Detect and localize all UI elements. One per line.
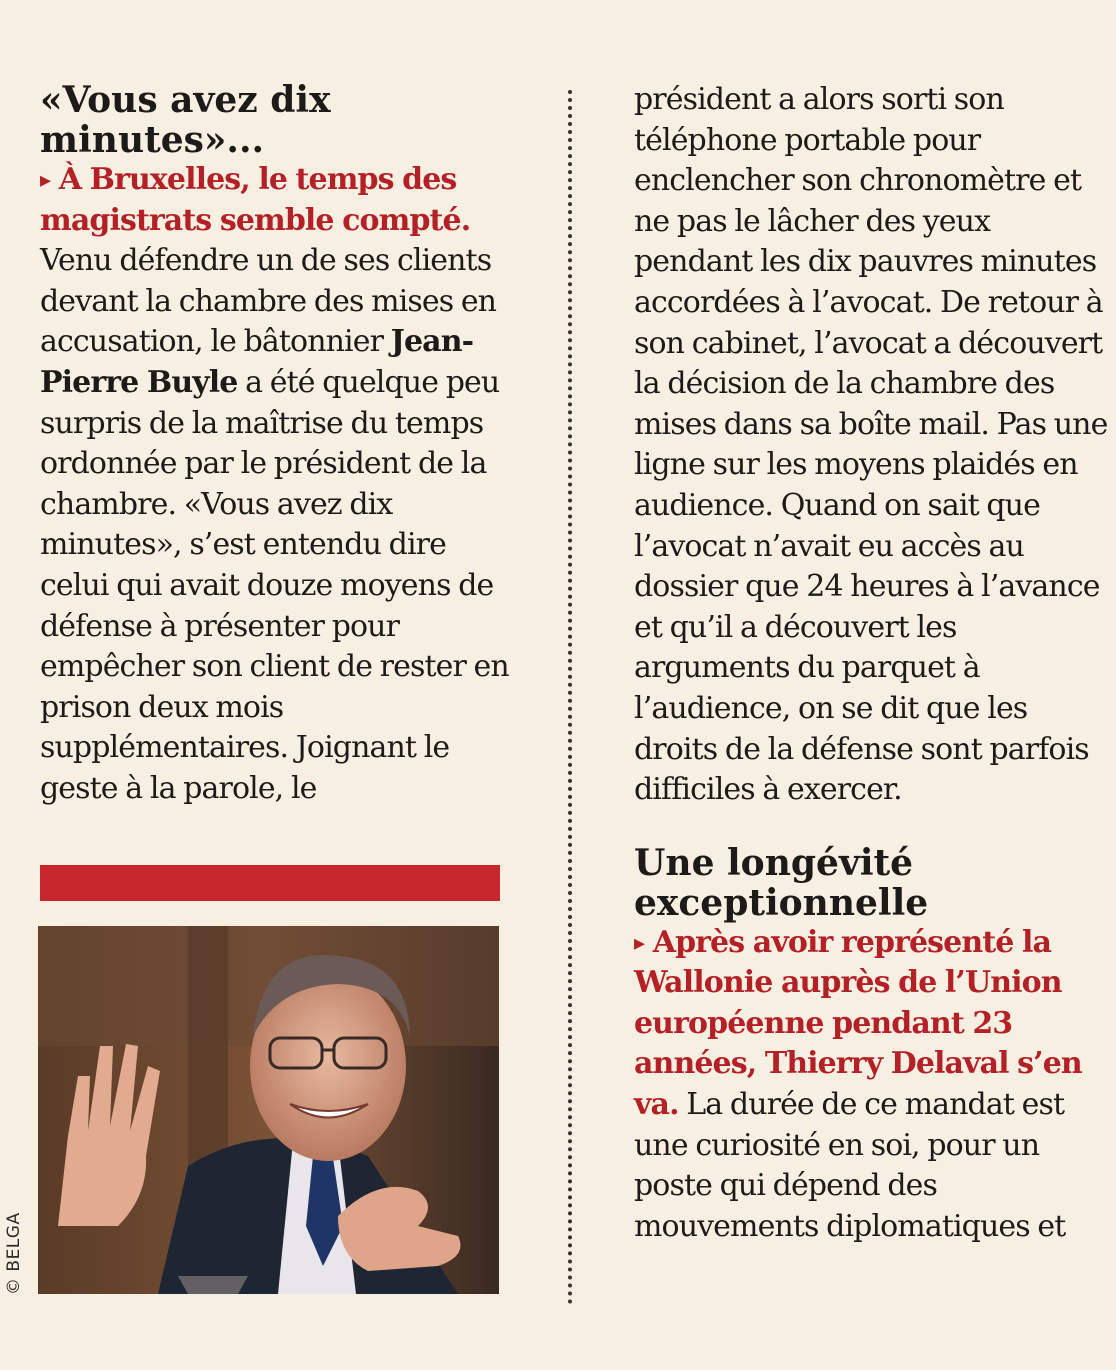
article1-lead-label: À Bruxelles, le temps des magistrats semble compté. [40, 162, 471, 238]
photo-credit: © BELGA [4, 1212, 24, 1295]
article-column-right [634, 80, 1110, 1247]
article2-body: La durée de ce mandat est une curiosité en soi, pour un poste qui dépend des mouvements diplomatiques et [634, 1087, 1066, 1244]
photo-bar [40, 865, 500, 901]
portrait-photo [38, 926, 499, 1294]
arrow-icon: ▸ [634, 929, 645, 956]
section-gap [634, 811, 1110, 843]
person-name: Jean-Pierre Buyle [40, 324, 474, 400]
arrow-icon: ▸ [40, 167, 51, 193]
article1-body-start: Venu défendre un de ses clients devant la chambre des mises en accusation, le bâtonnier [40, 243, 497, 360]
article1-headline: «Vous avez dix minutes»... [40, 79, 331, 161]
article1-body-left [40, 241, 510, 809]
article2-lead [634, 923, 1110, 1248]
article1-lead-text [40, 162, 470, 238]
article1-lead [40, 160, 510, 241]
column-divider [568, 90, 572, 1305]
article2-headline: Une longévité exceptionnelle [634, 841, 929, 924]
article-column-left [40, 80, 510, 810]
portrait-illustration [38, 926, 499, 1294]
article2-lead-label: Après avoir représenté la Wallonie auprès de l’Union européenne pendant 23 années, Thierry Delaval s’en va. [634, 924, 1082, 1123]
article1-body-continuation: a été quelque peu surpris de la maîtrise du temps ordonnée par le président de la chambre. «Vous avez dix minutes», s’est entendu dire celui qui avait douze moyens de défense à présenter pour empêcher son client de rester en prison deux mois supplémentaires. Joignant le geste à la parole, le [40, 364, 509, 806]
article1-body-right: président a alors sorti son téléphone portable pour enclencher son chronomètre et ne pas le lâcher des yeux pendant les dix pauvres minutes accordées à l’avocat. De retour à son cabinet, l’avocat a découvert la décision de la chambre des mises dans sa boîte mail. Pas une ligne sur les moyens plaidés en audience. Quand on sait que l’avocat n’avait eu accès au dossier que 24 heures à l’avance et qu’il a découvert les arguments du parquet à l’audience, on se dit que les droits de la défense sont parfois difficiles à exercer. [634, 82, 1108, 808]
